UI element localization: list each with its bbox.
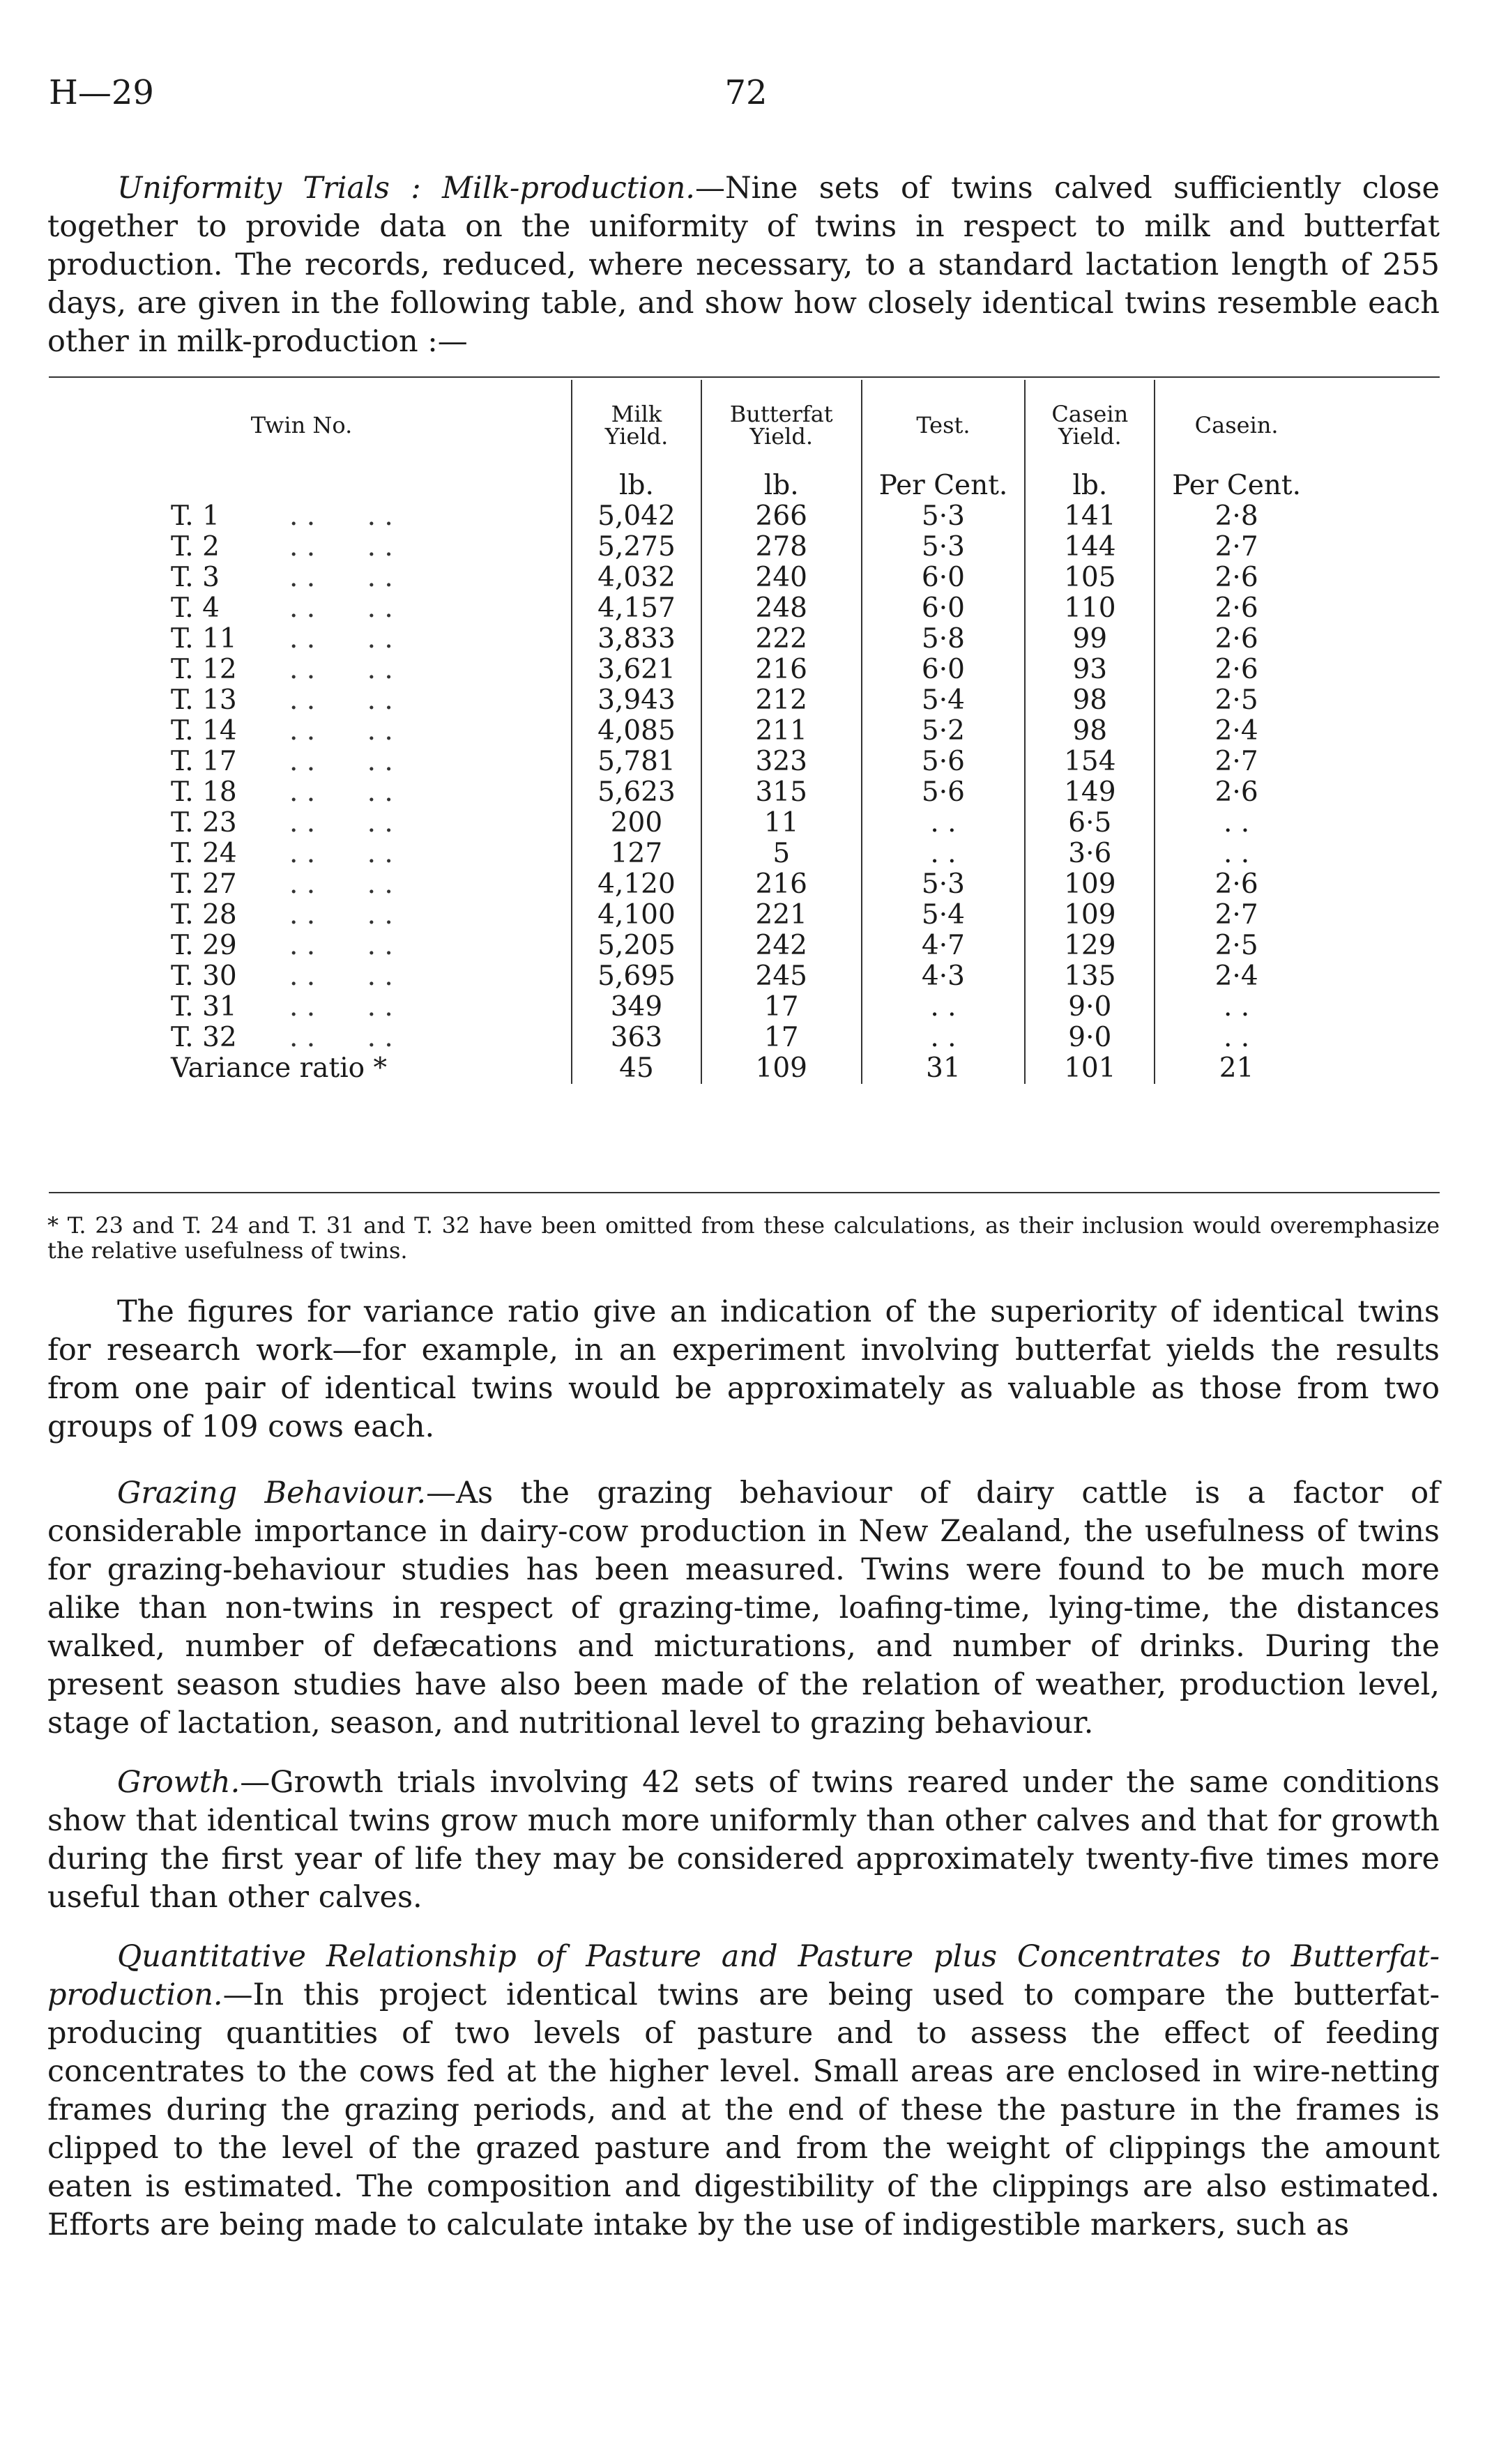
twin-cell: T. 1 . . . . <box>171 500 393 532</box>
quantitative-text: —In this project identical twins are being used to compare the butterfat-producing quantities of two levels of pasture and to assess the effect of feeding concentrates to the cows fed at the higher level. Small areas are enclosed in wire-netting frames during the grazing periods, and at the end of these the pasture in the frames is clipped to the level of the grazed pasture and from the weight of clippings the amount eaten is estimated. The composition and digestibility of the clippings are also estimated. Efforts are being made to calculate intake by the use of indigestible markers, such as <box>47 1977 1440 2242</box>
casein-cell: 2·6 <box>1155 777 1318 808</box>
test-cell: . . <box>862 1023 1026 1053</box>
unit-milk: lb. <box>572 470 701 501</box>
test-cell: 5·6 <box>862 747 1026 777</box>
casein-cell: 2·5 <box>1155 685 1318 716</box>
casein-cell: 2·4 <box>1155 961 1318 992</box>
variance-ratio-row <box>42 1053 1318 1084</box>
milk-cell: 200 <box>572 808 701 839</box>
col-header-milk: Milk Yield. <box>572 380 701 470</box>
unit-butterfat: lb. <box>701 470 862 501</box>
twin-cell: T. 29 . . . . <box>171 930 393 961</box>
uniformity-heading: Uniformity Trials : Milk-production. <box>117 171 695 206</box>
uniformity-text: —Nine sets of twins calved sufficiently close together to provide data on the uniformity of twins in respect to milk and butterfat production. The records, reduced, where necessary, to a standard lactation length of 255 days, are given in the following table, and show how closely identical twins resemble each other in milk-production :— <box>47 171 1440 359</box>
test-cell: 4·7 <box>862 931 1026 961</box>
grazing-paragraph <box>47 1474 1440 1743</box>
table-top-rule <box>49 376 1440 378</box>
milk-cell: 4,100 <box>572 900 701 931</box>
milk-cell: 5,275 <box>572 532 701 563</box>
col-header-casein: Casein. <box>1155 380 1318 470</box>
casein-yield-cell: 6·5 <box>1025 808 1155 839</box>
twin-cell: T. 13 . . . . <box>171 684 393 716</box>
casein-cell: . . <box>1155 1023 1318 1053</box>
table-body <box>42 470 1318 1084</box>
casein-cell: . . <box>1155 839 1318 869</box>
butterfat-cell: 216 <box>701 655 862 685</box>
casein-yield-cell: 99 <box>1025 624 1155 655</box>
casein-yield-cell: 105 <box>1025 563 1155 593</box>
table-row <box>42 624 1318 655</box>
butterfat-cell: 222 <box>701 624 862 655</box>
test-cell: 5·4 <box>862 900 1026 931</box>
table-row <box>42 900 1318 931</box>
milk-cell: 3,621 <box>572 655 701 685</box>
twin-cell: T. 2 . . . . <box>171 531 393 563</box>
butterfat-cell: 278 <box>701 532 862 563</box>
test-cell: 5·3 <box>862 532 1026 563</box>
table-row <box>42 1023 1318 1053</box>
butterfat-cell: 315 <box>701 777 862 808</box>
twin-cell: T. 28 . . . . <box>171 899 393 931</box>
butterfat-cell: 212 <box>701 685 862 716</box>
casein-yield-cell: 98 <box>1025 716 1155 747</box>
grazing-heading: Grazing Behaviour. <box>117 1476 427 1510</box>
page-number: 72 <box>724 73 768 112</box>
milk-cell: 5,205 <box>572 931 701 961</box>
test-cell: 5·3 <box>862 501 1026 532</box>
casein-cell: . . <box>1155 992 1318 1023</box>
twin-cell: T. 17 . . . . <box>171 746 393 777</box>
casein-cell: 2·7 <box>1155 532 1318 563</box>
unit-test: Per Cent. <box>862 470 1026 501</box>
twin-cell: T. 23 . . . . <box>171 807 393 839</box>
variance-butterfat: 109 <box>701 1053 862 1084</box>
casein-yield-cell: 9·0 <box>1025 1023 1155 1053</box>
butterfat-cell: 211 <box>701 716 862 747</box>
butterfat-cell: 242 <box>701 931 862 961</box>
twin-cell: T. 30 . . . . <box>171 961 393 992</box>
milk-cell: 4,120 <box>572 869 701 900</box>
butterfat-cell: 5 <box>701 839 862 869</box>
test-cell: 5·6 <box>862 777 1026 808</box>
table-row <box>42 532 1318 563</box>
casein-yield-cell: 93 <box>1025 655 1155 685</box>
table-row <box>42 655 1318 685</box>
page-header <box>49 73 1436 122</box>
test-cell: 5·3 <box>862 869 1026 900</box>
uniformity-paragraph <box>47 169 1440 361</box>
casein-yield-cell: 3·6 <box>1025 839 1155 869</box>
butterfat-cell: 221 <box>701 900 862 931</box>
butterfat-cell: 248 <box>701 593 862 624</box>
col-header-butterfat: Butterfat Yield. <box>701 380 862 470</box>
table-row <box>42 808 1318 839</box>
butterfat-cell: 323 <box>701 747 862 777</box>
test-cell: 5·8 <box>862 624 1026 655</box>
test-cell: . . <box>862 808 1026 839</box>
document-reference: H—29 <box>49 73 154 112</box>
casein-yield-cell: 154 <box>1025 747 1155 777</box>
variance-milk: 45 <box>572 1053 701 1084</box>
col-header-casein-yield: Casein Yield. <box>1025 380 1155 470</box>
milk-cell: 5,042 <box>572 501 701 532</box>
casein-cell: 2·7 <box>1155 900 1318 931</box>
twin-cell: T. 27 . . . . <box>171 868 393 900</box>
units-row <box>42 470 1318 501</box>
grazing-text: —As the grazing behaviour of dairy cattle is a factor of considerable importance in dairy-cow production in New Zealand, the usefulness of twins for grazing-behaviour studies has been measured. Twins were found to be much more alike than non-twins in respect of grazing-time, loafing-time, lying-time, the distances walked, number of defæcations and micturations, and number of drinks. During the present season studies have also been made of the relation of weather, production level, stage of lactation, season, and nutritional level to grazing behaviour. <box>47 1476 1440 1740</box>
milk-cell: 5,695 <box>572 961 701 992</box>
test-cell: 5·2 <box>862 716 1026 747</box>
table-row <box>42 839 1318 869</box>
casein-yield-cell: 149 <box>1025 777 1155 808</box>
table-row <box>42 716 1318 747</box>
quantitative-heading: Quantitative Relationship of Pasture and Pasture plus Concentrates to Butterfat-production. <box>47 1939 1440 2012</box>
variance-casein-yield: 101 <box>1025 1053 1155 1084</box>
casein-cell: 2·6 <box>1155 563 1318 593</box>
test-cell: . . <box>862 839 1026 869</box>
twin-cell: T. 11 . . . . <box>171 623 393 655</box>
table-footnote: * T. 23 and T. 24 and T. 31 and T. 32 have been omitted from these calculations, as their inclusion would overemphasize the relative usefulness of twins. <box>47 1212 1440 1264</box>
table-row <box>42 992 1318 1023</box>
test-cell: . . <box>862 992 1026 1023</box>
table-row <box>42 961 1318 992</box>
test-cell: 4·3 <box>862 961 1026 992</box>
casein-cell: 2·6 <box>1155 624 1318 655</box>
unit-casein-yield: lb. <box>1025 470 1155 501</box>
butterfat-cell: 240 <box>701 563 862 593</box>
milk-cell: 4,032 <box>572 563 701 593</box>
butterfat-cell: 17 <box>701 1023 862 1053</box>
twin-cell: T. 3 . . . . <box>171 562 393 593</box>
milk-cell: 3,833 <box>572 624 701 655</box>
milk-cell: 363 <box>572 1023 701 1053</box>
butterfat-cell: 216 <box>701 869 862 900</box>
twin-cell: T. 31 . . . . <box>171 991 393 1023</box>
table-row <box>42 931 1318 961</box>
butterfat-cell: 245 <box>701 961 862 992</box>
casein-yield-cell: 129 <box>1025 931 1155 961</box>
unit-casein: Per Cent. <box>1155 470 1318 501</box>
casein-yield-cell: 9·0 <box>1025 992 1155 1023</box>
col-header-twin: Twin No. <box>250 412 353 438</box>
casein-cell: 2·8 <box>1155 501 1318 532</box>
butterfat-cell: 266 <box>701 501 862 532</box>
casein-yield-cell: 110 <box>1025 593 1155 624</box>
variance-test: 31 <box>862 1053 1026 1084</box>
table-row <box>42 777 1318 808</box>
col-header-test: Test. <box>862 380 1026 470</box>
casein-cell: 2·5 <box>1155 931 1318 961</box>
test-cell: 6·0 <box>862 655 1026 685</box>
growth-text: —Growth trials involving 42 sets of twins reared under the same conditions show that identical twins grow much more uniformly than other calves and that for growth during the first year of life they may be considered approximately twenty-five times more useful than other calves. <box>47 1765 1440 1915</box>
variance-paragraph: The figures for variance ratio give an indication of the superiority of identical twins for research work—for example, in an experiment involving butterfat yields the results from one pair of identical twins would be approximately as valuable as those from two groups of 109 cows each. <box>47 1294 1440 1444</box>
casein-yield-cell: 98 <box>1025 685 1155 716</box>
twin-cell: T. 4 . . . . <box>171 592 393 624</box>
casein-yield-cell: 109 <box>1025 869 1155 900</box>
table-row <box>42 685 1318 716</box>
casein-yield-cell: 144 <box>1025 532 1155 563</box>
milk-cell: 3,943 <box>572 685 701 716</box>
variance-label: Variance ratio * <box>171 1053 388 1084</box>
casein-cell: 2·6 <box>1155 869 1318 900</box>
quantitative-paragraph <box>47 1938 1440 2244</box>
variance-casein: 21 <box>1155 1053 1318 1084</box>
casein-cell: 2·4 <box>1155 716 1318 747</box>
milk-cell: 349 <box>572 992 701 1023</box>
casein-yield-cell: 135 <box>1025 961 1155 992</box>
twin-cell: T. 12 . . . . <box>171 654 393 685</box>
table-row <box>42 747 1318 777</box>
casein-yield-cell: 109 <box>1025 900 1155 931</box>
milk-cell: 4,157 <box>572 593 701 624</box>
test-cell: 6·0 <box>862 563 1026 593</box>
casein-yield-cell: 141 <box>1025 501 1155 532</box>
twins-table <box>42 380 1318 1084</box>
twin-cell: T. 18 . . . . <box>171 776 393 808</box>
milk-cell: 5,623 <box>572 777 701 808</box>
growth-heading: Growth. <box>117 1765 241 1800</box>
table-bottom-rule <box>49 1192 1440 1193</box>
casein-cell: 2·6 <box>1155 593 1318 624</box>
casein-cell: . . <box>1155 808 1318 839</box>
test-cell: 6·0 <box>862 593 1026 624</box>
table-header-row <box>42 380 1318 470</box>
butterfat-cell: 11 <box>701 808 862 839</box>
milk-cell: 5,781 <box>572 747 701 777</box>
table-row <box>42 593 1318 624</box>
table-row <box>42 869 1318 900</box>
table-row <box>42 563 1318 593</box>
test-cell: 5·4 <box>862 685 1026 716</box>
twin-cell: T. 32 . . . . <box>171 1022 393 1053</box>
casein-cell: 2·7 <box>1155 747 1318 777</box>
butterfat-cell: 17 <box>701 992 862 1023</box>
milk-cell: 4,085 <box>572 716 701 747</box>
twin-cell: T. 24 . . . . <box>171 838 393 869</box>
milk-cell: 127 <box>572 839 701 869</box>
table-row <box>42 501 1318 532</box>
growth-paragraph <box>47 1763 1440 1917</box>
casein-cell: 2·6 <box>1155 655 1318 685</box>
twin-cell: T. 14 . . . . <box>171 715 393 747</box>
